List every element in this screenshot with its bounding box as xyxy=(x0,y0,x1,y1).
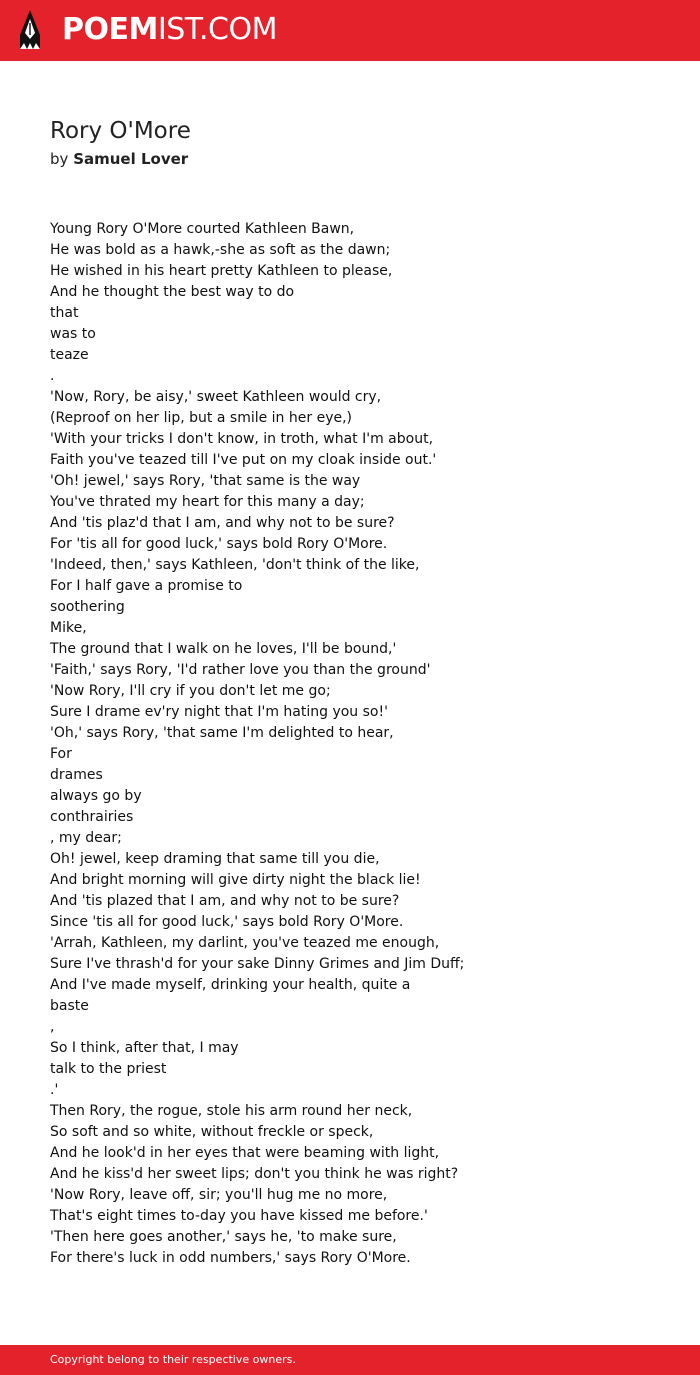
poem-line: For 'tis all for good luck,' says bold Rory O'More. xyxy=(50,536,388,552)
byline xyxy=(50,148,188,170)
site-logo-link[interactable] xyxy=(62,10,277,50)
poem-line: Mike, xyxy=(50,620,87,636)
poem-line: For xyxy=(50,746,72,762)
poem-line: Oh! jewel, keep draming that same till you die, xyxy=(50,851,380,867)
poem-line: And I've made myself, drinking your health, quite a xyxy=(50,977,411,993)
site-footer xyxy=(0,1345,700,1375)
poem-line: Faith you've teazed till I've put on my cloak inside out.' xyxy=(50,452,437,468)
pen-nib-icon xyxy=(18,9,42,51)
poem-line: Then Rory, the rogue, stole his arm round her neck, xyxy=(50,1103,413,1119)
poem-line: You've thrated my heart for this many a day; xyxy=(50,494,365,510)
poem-line: He wished in his heart pretty Kathleen to please, xyxy=(50,263,393,279)
poem-line: So soft and so white, without freckle or speck, xyxy=(50,1124,374,1140)
poem-line: 'Oh! jewel,' says Rory, 'that same is the way xyxy=(50,473,361,489)
logo-text-light: IST.COM xyxy=(157,12,277,47)
poem-line: That's eight times to-day you have kissed me before.' xyxy=(50,1208,428,1224)
poem-line: For I half gave a promise to xyxy=(50,578,243,594)
poem-line: (Reproof on her lip, but a smile in her eye,) xyxy=(50,410,352,426)
poem-title: Rory O'More xyxy=(50,118,191,144)
poem-line: 'Faith,' says Rory, 'I'd rather love you than the ground' xyxy=(50,662,431,678)
poem-line: Sure I've thrash'd for your sake Dinny Grimes and Jim Duff; xyxy=(50,956,465,972)
poem-line: , xyxy=(50,1019,55,1035)
poem-line: The ground that I walk on he loves, I'll be bound,' xyxy=(50,641,397,657)
logo-text-bold: POEM xyxy=(62,12,158,47)
poem-line: baste xyxy=(50,998,89,1014)
poem-line: Sure I drame ev'ry night that I'm hating you so!' xyxy=(50,704,388,720)
poem-line: that xyxy=(50,305,79,321)
poem-line: 'Now Rory, I'll cry if you don't let me go; xyxy=(50,683,331,699)
poem-line: 'Arrah, Kathleen, my darlint, you've teazed me enough, xyxy=(50,935,440,951)
poem-line: And bright morning will give dirty night the black lie! xyxy=(50,872,421,888)
byline-prefix: by xyxy=(50,150,69,168)
copyright-text: Copyright belong to their respective owners. xyxy=(50,1353,296,1366)
poem-line: And he thought the best way to do xyxy=(50,284,295,300)
poem-line: And 'tis plazed that I am, and why not to be sure? xyxy=(50,893,400,909)
poem-line: conthrairies xyxy=(50,809,134,825)
poem-line: 'Now, Rory, be aisy,' sweet Kathleen would cry, xyxy=(50,389,382,405)
poem-body xyxy=(50,219,670,1269)
poem-line: And 'tis plaz'd that I am, and why not to be sure? xyxy=(50,515,395,531)
poem-line: always go by xyxy=(50,788,142,804)
poem-line: 'Indeed, then,' says Kathleen, 'don't think of the like, xyxy=(50,557,420,573)
poem-line: 'Then here goes another,' says he, 'to make sure, xyxy=(50,1229,397,1245)
poem-line: talk to the priest xyxy=(50,1061,167,1077)
poem-line: He was bold as a hawk,-she as soft as the dawn; xyxy=(50,242,391,258)
poem-line: For there's luck in odd numbers,' says Rory O'More. xyxy=(50,1250,411,1266)
site-header xyxy=(0,0,700,61)
poem-line: 'With your tricks I don't know, in troth, what I'm about, xyxy=(50,431,434,447)
poem-line: teaze xyxy=(50,347,89,363)
poem-line: Young Rory O'More courted Kathleen Bawn, xyxy=(50,221,355,237)
poem-line: .' xyxy=(50,1082,59,1098)
poem-line: So I think, after that, I may xyxy=(50,1040,239,1056)
poem-line: was to xyxy=(50,326,96,342)
poem-line: drames xyxy=(50,767,103,783)
poem-line: 'Oh,' says Rory, 'that same I'm delighted to hear, xyxy=(50,725,394,741)
poem-line: 'Now Rory, leave off, sir; you'll hug me no more, xyxy=(50,1187,388,1203)
poem-line: And he look'd in her eyes that were beaming with light, xyxy=(50,1145,440,1161)
poem-line: And he kiss'd her sweet lips; don't you think he was right? xyxy=(50,1166,459,1182)
poem-line: Since 'tis all for good luck,' says bold Rory O'More. xyxy=(50,914,404,930)
author-name: Samuel Lover xyxy=(73,150,189,168)
poem-line: . xyxy=(50,368,55,384)
poem-line: soothering xyxy=(50,599,125,615)
poem-line: , my dear; xyxy=(50,830,122,846)
